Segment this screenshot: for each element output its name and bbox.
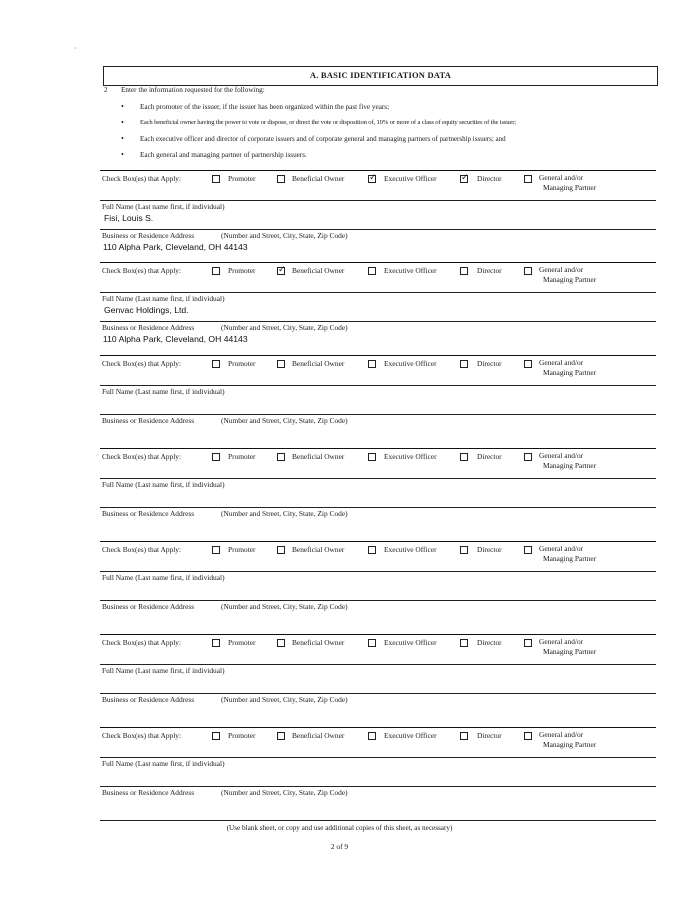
beneficial-owner-label: Beneficial Owner	[292, 359, 345, 368]
general-partner-checkbox[interactable]	[524, 639, 532, 647]
beneficial-owner-label: Beneficial Owner	[292, 452, 345, 461]
check-boxes-label: Check Box(es) that Apply:	[102, 359, 182, 368]
address-value[interactable]: 110 Alpha Park, Cleveland, OH 44143	[103, 242, 248, 252]
beneficial-owner-checkbox[interactable]	[277, 639, 285, 647]
promoter-label: Promoter	[228, 452, 256, 461]
full-name-label: Full Name (Last name first, if individual)	[102, 387, 225, 396]
section-header	[103, 66, 658, 86]
promoter-label: Promoter	[228, 266, 256, 275]
row-divider	[100, 507, 656, 508]
address-label: Business or Residence Address	[102, 602, 195, 611]
director-checkbox[interactable]	[460, 732, 468, 740]
address-hint: (Number and Street, City, State, Zip Code)	[221, 416, 348, 425]
executive-officer-label: Executive Officer	[384, 638, 437, 647]
section-divider	[100, 448, 656, 449]
address-value[interactable]: 110 Alpha Park, Cleveland, OH 44143	[103, 334, 248, 344]
executive-officer-checkbox[interactable]	[368, 732, 376, 740]
general-partner-checkbox[interactable]	[524, 453, 532, 461]
beneficial-owner-label: Beneficial Owner	[292, 266, 345, 275]
beneficial-owner-checkbox[interactable]	[277, 546, 285, 554]
promoter-checkbox[interactable]	[212, 360, 220, 368]
section-divider	[100, 727, 656, 728]
promoter-label: Promoter	[228, 174, 256, 183]
address-hint: (Number and Street, City, State, Zip Code)	[221, 509, 348, 518]
director-label: Director	[477, 545, 502, 554]
general-partner-checkbox[interactable]	[524, 175, 532, 183]
address-label: Business or Residence Address	[102, 695, 195, 704]
page-number: 2 of 9	[330, 842, 349, 851]
director-label: Director	[477, 638, 502, 647]
instruction-bullet-3: Each executive officer and director of corporate issuers and of corporate general and managing partners of partnership issuers; and	[140, 135, 506, 143]
row-divider	[100, 414, 656, 415]
general-partner-label-2: Managing Partner	[543, 461, 597, 470]
closing-divider	[100, 820, 656, 821]
address-hint: (Number and Street, City, State, Zip Code)	[221, 602, 348, 611]
promoter-checkbox[interactable]	[212, 267, 220, 275]
director-checkbox[interactable]	[460, 267, 468, 275]
address-hint: (Number and Street, City, State, Zip Code)	[221, 231, 348, 240]
check-boxes-label: Check Box(es) that Apply:	[102, 452, 182, 461]
executive-officer-checkbox[interactable]	[368, 175, 376, 183]
promoter-label: Promoter	[228, 545, 256, 554]
general-partner-label-1: General and/or	[539, 358, 584, 367]
general-partner-label-2: Managing Partner	[543, 275, 597, 284]
section-title: A. BASIC IDENTIFICATION DATA	[309, 70, 452, 80]
item-number: 2	[104, 86, 108, 94]
promoter-label: Promoter	[228, 731, 256, 740]
row-divider	[100, 292, 656, 293]
director-checkbox[interactable]	[460, 546, 468, 554]
general-partner-label-1: General and/or	[539, 637, 584, 646]
executive-officer-checkbox[interactable]	[368, 639, 376, 647]
general-partner-checkbox[interactable]	[524, 732, 532, 740]
general-partner-label-2: Managing Partner	[543, 368, 597, 377]
general-partner-label-1: General and/or	[539, 173, 584, 182]
full-name-label: Full Name (Last name first, if individual)	[102, 573, 225, 582]
director-checkbox[interactable]	[460, 175, 468, 183]
row-divider	[100, 229, 656, 230]
beneficial-owner-checkbox[interactable]	[277, 360, 285, 368]
beneficial-owner-checkbox[interactable]	[277, 267, 285, 275]
row-divider	[100, 757, 656, 758]
bullet-icon: •	[121, 102, 124, 111]
executive-officer-label: Executive Officer	[384, 731, 437, 740]
promoter-label: Promoter	[228, 359, 256, 368]
full-name-label: Full Name (Last name first, if individual)	[102, 480, 225, 489]
promoter-checkbox[interactable]	[212, 546, 220, 554]
director-label: Director	[477, 266, 502, 275]
row-divider	[100, 321, 656, 322]
beneficial-owner-label: Beneficial Owner	[292, 731, 345, 740]
address-label: Business or Residence Address	[102, 231, 195, 240]
executive-officer-label: Executive Officer	[384, 545, 437, 554]
bullet-icon: •	[121, 118, 124, 127]
director-label: Director	[477, 452, 502, 461]
row-divider	[100, 786, 656, 787]
full-name-label: Full Name (Last name first, if individual)	[102, 294, 225, 303]
section-divider	[100, 634, 656, 635]
director-label: Director	[477, 359, 502, 368]
beneficial-owner-checkbox[interactable]	[277, 175, 285, 183]
address-hint: (Number and Street, City, State, Zip Code)	[221, 323, 348, 332]
beneficial-owner-label: Beneficial Owner	[292, 545, 345, 554]
executive-officer-checkbox[interactable]	[368, 546, 376, 554]
address-label: Business or Residence Address	[102, 323, 195, 332]
director-checkbox[interactable]	[460, 453, 468, 461]
full-name-value[interactable]: Fisi, Louis S.	[104, 213, 154, 223]
address-hint: (Number and Street, City, State, Zip Code)	[221, 695, 348, 704]
general-partner-checkbox[interactable]	[524, 546, 532, 554]
section-divider	[100, 170, 656, 171]
instruction-bullet-1: Each promoter of the issuer, if the issuer has been organized within the past five years;	[140, 103, 390, 111]
beneficial-owner-label: Beneficial Owner	[292, 638, 345, 647]
section-divider	[100, 262, 656, 263]
check-boxes-label: Check Box(es) that Apply:	[102, 638, 182, 647]
executive-officer-label: Executive Officer	[384, 359, 437, 368]
row-divider	[100, 693, 656, 694]
bullet-icon: •	[121, 150, 124, 159]
executive-officer-label: Executive Officer	[384, 266, 437, 275]
check-boxes-label: Check Box(es) that Apply:	[102, 545, 182, 554]
general-partner-label-1: General and/or	[539, 544, 584, 553]
bullet-icon: •	[121, 134, 124, 143]
general-partner-label-1: General and/or	[539, 265, 584, 274]
address-hint: (Number and Street, City, State, Zip Code)	[221, 788, 348, 797]
promoter-checkbox[interactable]	[212, 639, 220, 647]
general-partner-label-1: General and/or	[539, 730, 584, 739]
address-label: Business or Residence Address	[102, 416, 195, 425]
row-divider	[100, 478, 656, 479]
instruction-bullet-2: Each beneficial owner having the power to vote or dispose, or direct the vote or disposition of, 10% or more of a class of equity securities of the issuer;	[140, 119, 516, 126]
director-checkbox[interactable]	[460, 639, 468, 647]
check-boxes-label: Check Box(es) that Apply:	[102, 174, 182, 183]
executive-officer-checkbox[interactable]	[368, 267, 376, 275]
instructions-intro: Enter the information requested for the following:	[121, 86, 265, 94]
check-boxes-label: Check Box(es) that Apply:	[102, 731, 182, 740]
executive-officer-label: Executive Officer	[384, 452, 437, 461]
row-divider	[100, 600, 656, 601]
executive-officer-checkbox[interactable]	[368, 453, 376, 461]
full-name-label: Full Name (Last name first, if individual)	[102, 666, 225, 675]
full-name-label: Full Name (Last name first, if individual)	[102, 202, 225, 211]
promoter-label: Promoter	[228, 638, 256, 647]
address-label: Business or Residence Address	[102, 509, 195, 518]
beneficial-owner-checkbox[interactable]	[277, 453, 285, 461]
executive-officer-checkbox[interactable]	[368, 360, 376, 368]
director-checkbox[interactable]	[460, 360, 468, 368]
scan-speck: ·	[74, 44, 77, 53]
address-label: Business or Residence Address	[102, 788, 195, 797]
row-divider	[100, 571, 656, 572]
promoter-checkbox[interactable]	[212, 175, 220, 183]
beneficial-owner-checkbox[interactable]	[277, 732, 285, 740]
full-name-label: Full Name (Last name first, if individual)	[102, 759, 225, 768]
row-divider	[100, 664, 656, 665]
full-name-value[interactable]: Genvac Holdings, Ltd.	[104, 305, 189, 315]
general-partner-label-2: Managing Partner	[543, 183, 597, 192]
beneficial-owner-label: Beneficial Owner	[292, 174, 345, 183]
section-divider	[100, 355, 656, 356]
promoter-checkbox[interactable]	[212, 453, 220, 461]
check-boxes-label: Check Box(es) that Apply:	[102, 266, 182, 275]
general-partner-checkbox[interactable]	[524, 267, 532, 275]
general-partner-label-2: Managing Partner	[543, 647, 597, 656]
director-label: Director	[477, 174, 502, 183]
director-label: Director	[477, 731, 502, 740]
executive-officer-label: Executive Officer	[384, 174, 437, 183]
general-partner-checkbox[interactable]	[524, 360, 532, 368]
row-divider	[100, 200, 656, 201]
general-partner-label-1: General and/or	[539, 451, 584, 460]
section-divider	[100, 541, 656, 542]
instruction-bullet-4: Each general and managing partner of partnership issuers.	[140, 151, 307, 159]
general-partner-label-2: Managing Partner	[543, 554, 597, 563]
footer-note: (Use blank sheet, or copy and use additional copies of this sheet, as necessary)	[226, 824, 453, 832]
row-divider	[100, 385, 656, 386]
promoter-checkbox[interactable]	[212, 732, 220, 740]
general-partner-label-2: Managing Partner	[543, 740, 597, 749]
